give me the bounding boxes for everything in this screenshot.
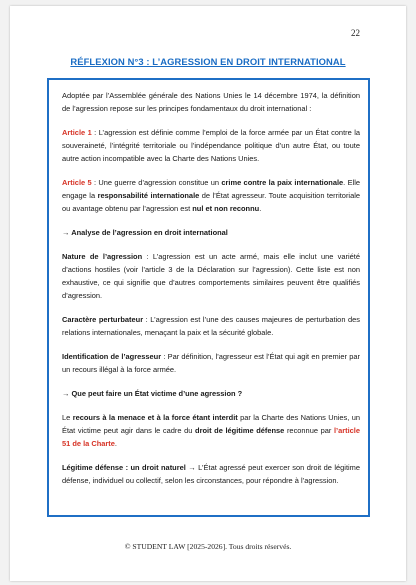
responsabilite-internationale: responsabilité internationale	[97, 191, 200, 200]
content-box	[47, 78, 370, 517]
question-title-text: → Que peut faire un État victime d’une agression ?	[62, 389, 243, 398]
article-1-paragraph	[62, 126, 360, 165]
footer-copyright: © STUDENT LAW [2025-2026]. Tous droits réservés.	[124, 542, 292, 551]
article-1-text: : L’agression est définie comme l’emploi de la force armée par un État contre la souveraineté, l’intégrité territoriale ou l’indépendance politique d’un autre État, ou toute autre action incompatible avec la Charte des Nations Unies.	[62, 128, 360, 163]
legitime-paragraph	[62, 461, 360, 487]
article-5-text: .	[259, 204, 262, 213]
caractere-text: : L’agression est l’une des causes majeures de perturbation des relations internationales, menaçant la paix et la sécurité globale.	[62, 315, 360, 337]
recours-text: Le	[62, 413, 73, 422]
nul-et-non-reconnu: nul et non reconnu	[192, 204, 260, 213]
recours-paragraph	[62, 411, 360, 450]
question-title	[62, 387, 360, 400]
article-5-paragraph	[62, 176, 360, 215]
document-page	[10, 6, 406, 581]
recours-text: .	[114, 439, 117, 448]
section-heading: RÉFLEXION N°3 : L’AGRESSION EN DROIT INTERNATIONAL	[70, 56, 346, 67]
article-5-text: . Elle engage la	[62, 178, 360, 200]
droit-legitime-defense: droit de légitime défense	[195, 426, 285, 435]
intro-paragraph: Adoptée par l’Assemblée générale des Nations Unies le 14 décembre 1974, la définition de l’agression repose sur les principes fondamentaux du droit international :	[62, 91, 360, 113]
recours-text: par la Charte des Nations Unies, un État victime peut agir dans le cadre du	[62, 413, 360, 435]
nature-text: : L’agression est un acte armé, mais elle inclut une variété d’actions hostiles (voir l’article 3 de la Déclaration sur l’agression). Cette liste est non exhaustive, ce qui signifie que d’autres comportements similaires peuvent être qualifiés d’agression.	[62, 252, 361, 300]
legitime-label: Légitime défense : un droit naturel	[62, 463, 186, 472]
article-5-text: de l’État agresseur. Toute acquisition territoriale ou avantage obtenu par l’agression est	[62, 191, 361, 213]
identification-paragraph	[62, 350, 360, 376]
identification-label: Identification de l’agresseur	[62, 352, 162, 361]
legitime-text: → L’État agressé peut exercer son droit de légitime défense, individuel ou collectif, selon les circonstances, pour répondre à l’agression.	[62, 463, 361, 485]
recours-bold: recours à la menace et à la force étant interdit	[72, 413, 238, 422]
article-5-label: Article 5	[62, 178, 92, 187]
page-number: 22	[351, 28, 360, 38]
nature-label: Nature de l’agression	[62, 252, 143, 261]
article-51-reference: l’article 51 de la Charte	[62, 426, 361, 448]
identification-text: : Par définition, l’agresseur est l’État qui agit en premier par un recours illégal à la force armée.	[62, 352, 360, 374]
nature-paragraph	[62, 250, 360, 302]
article-5-text: : Une guerre d’agression constitue un	[91, 178, 222, 187]
analysis-title-text: → Analyse de l’agression en droit international	[62, 228, 228, 237]
crime-contre-la-paix: crime contre la paix internationale	[221, 178, 344, 187]
analysis-title	[62, 226, 360, 239]
caractere-label: Caractère perturbateur	[62, 315, 144, 324]
recours-text: reconnue par	[284, 426, 334, 435]
caractere-paragraph	[62, 313, 360, 339]
article-1-label: Article 1	[62, 128, 92, 137]
